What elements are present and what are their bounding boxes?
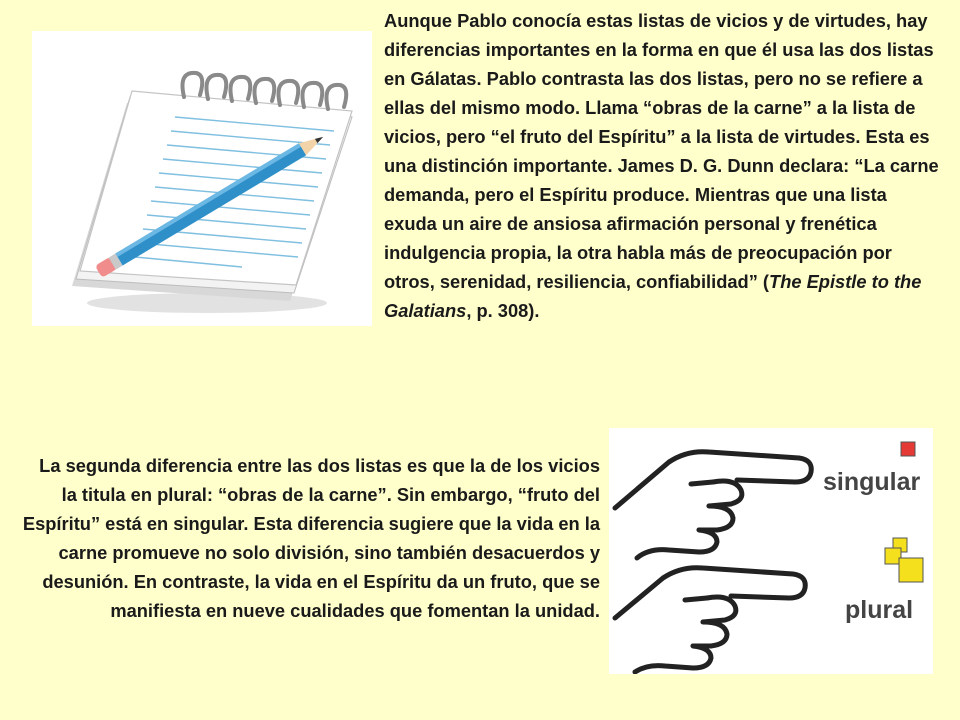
plural-square-icon-3 — [899, 558, 923, 582]
quote-paragraph-text-1: Aunque Pablo conocía estas listas de vicios y de virtudes, hay diferencias importantes en la forma en que él usa las dos listas en Gálatas. Pablo contrasta las dos listas, pero no se refiere a ellas del mismo modo. Llama “obras de la carne” a la lista de vicios, pero “el fruto del Espíritu” a la lista de virtudes. Esta es una distinción importante. James D. G. Dunn declara: “La carne demanda, pero el Espíritu produce. Mientras que una lista exuda un aire de ansiosa afirmación personal y frenética indulgencia propia, la otra habla más de preocupación por otros, serenidad, resiliencia, confiabilidad” ( — [384, 10, 939, 292]
plural-label: plural — [845, 596, 914, 624]
singular-square-icon — [901, 442, 915, 456]
singular-label: singular — [823, 468, 921, 496]
quote-paragraph — [384, 6, 944, 325]
singular-plural-paragraph: La segunda diferencia entre las dos listas es que la de los vicios la titula en plural: “obras de la carne”. Sin embargo, “fruto del Espíritu” está en singular. Esta diferencia sugiere que la vida en la carne promueve no solo división, sino también desacuerdos y desunión. En contraste, la vida en el Espíritu da un fruto, que se manifiesta en nueve cualidades que fomentan la unidad. — [22, 455, 600, 621]
pointing-hands-icon — [609, 428, 933, 674]
book-title: The Epistle to the Galatians — [384, 271, 922, 321]
notepad-with-pencil-icon — [32, 31, 372, 326]
quote-paragraph-text-2: , p. 308). — [466, 300, 540, 321]
